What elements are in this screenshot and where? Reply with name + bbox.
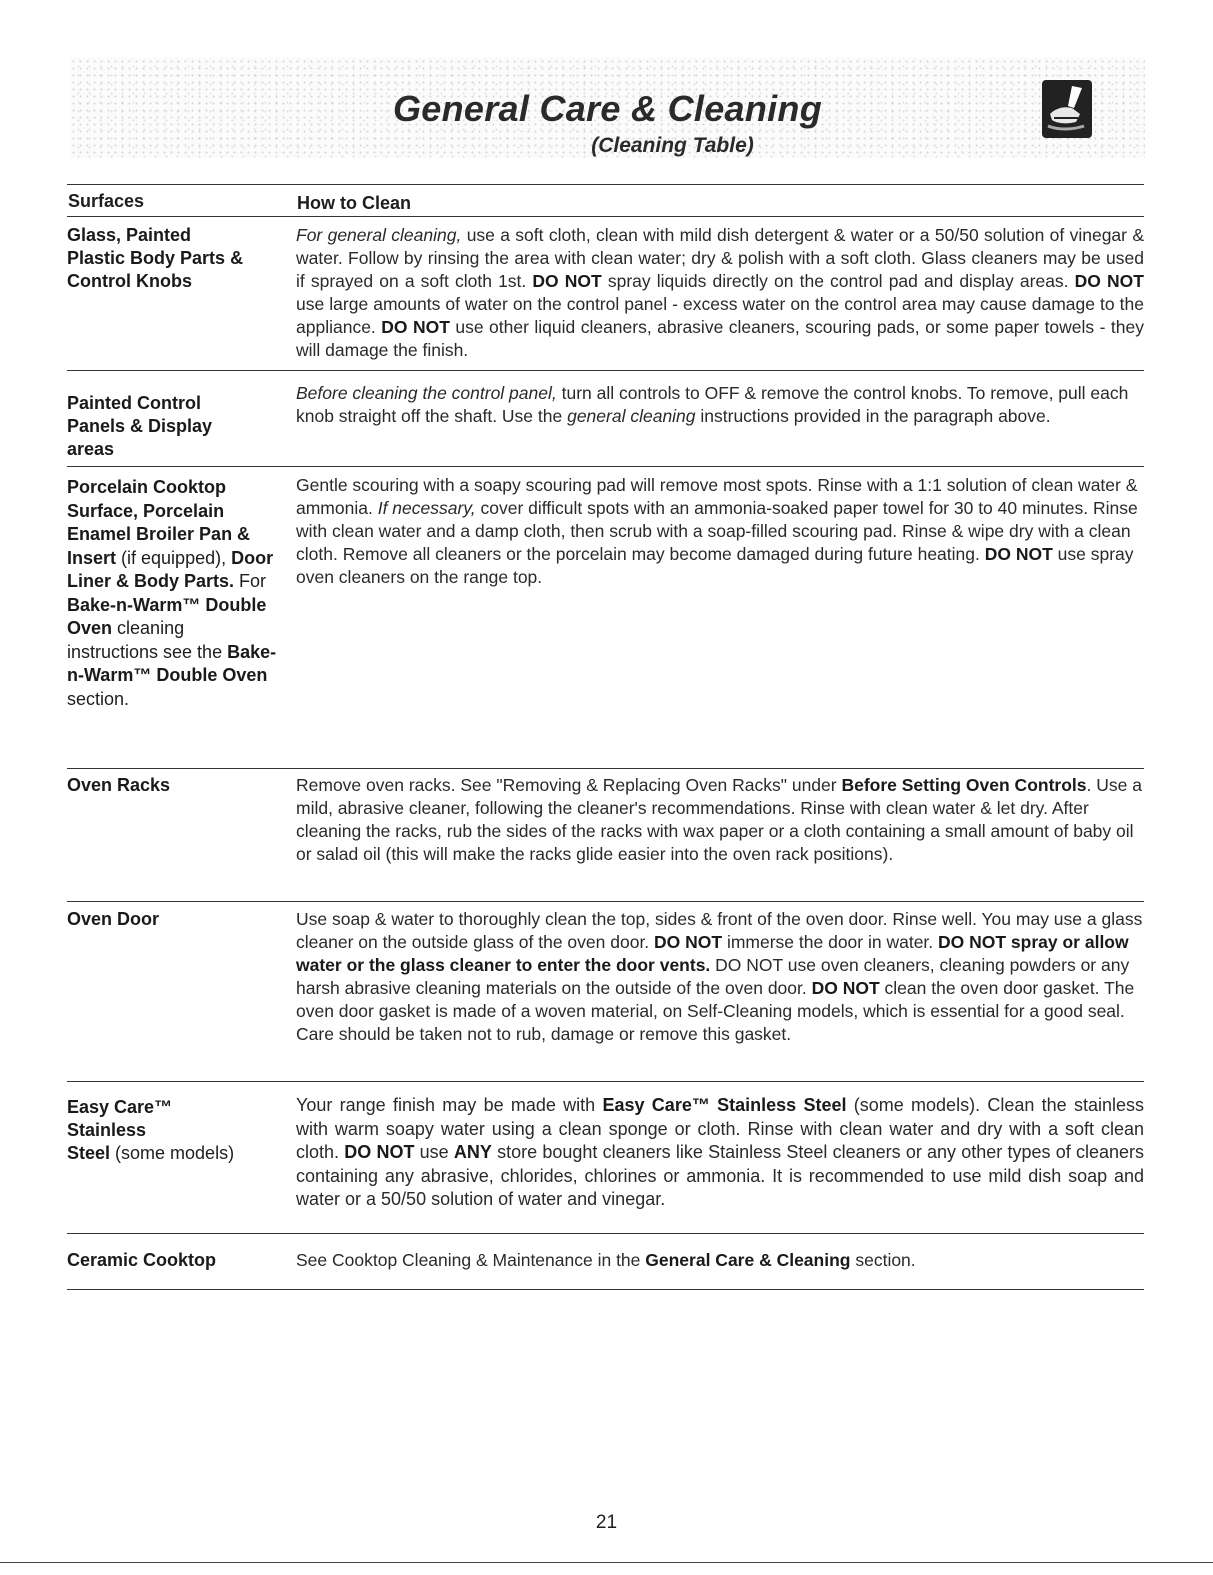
surface-line: areas [67, 439, 115, 459]
surface-bold: Oven Racks [67, 775, 171, 795]
warning-text: DO NOT [381, 316, 450, 337]
surface-line: Panels & Display [67, 416, 213, 436]
surface-text: cleaning instructions see the [67, 618, 228, 662]
emphasis-text: If necessary, [377, 497, 476, 518]
body-text: See Cooktop Cleaning & Maintenance in the [296, 1250, 646, 1270]
body-text: immerse the door in water. [722, 931, 939, 952]
body-text: use a soft cloth, clean with mild dish detergent & water or a 50/50 solution of vinegar & water. Follow by rinsing the area with clean water; dry & polish with a soft cloth. Glass cleaners may be used if sprayed on a soft cloth 1st. [296, 225, 1144, 291]
row-divider [67, 768, 1144, 769]
page-title: General Care & Cleaning [392, 88, 823, 129]
surface-cell [67, 224, 287, 293]
body-text: store bought cleaners like Stainless Steel cleaners or any other types of cleaners containing any abrasive, chlorides, chlorines or ammonia. It is recommended to use mild dish soap and water or a 50/50 solution of water and vinegar. [296, 1142, 1144, 1209]
body-text: clean the oven door gasket. The oven door gasket is made of a woven material, on Self-Cleaning models, which is essential for a good seal. Care should be taken not to rub, damage or remove this gasket. [296, 977, 1135, 1044]
row-divider [67, 901, 1144, 902]
surface-bold: Bake-n-Warm™ Double Oven [67, 641, 277, 685]
row-divider [67, 1233, 1144, 1234]
body-text: Your range finish may be made with [296, 1095, 603, 1115]
table-bottom-rule [67, 1289, 1144, 1290]
warning-text: DO NOT [984, 543, 1053, 564]
how-to-clean-cell [296, 1249, 1144, 1272]
page-subtitle: (Cleaning Table) [591, 134, 754, 157]
how-to-clean-cell [296, 908, 1144, 1045]
surface-text: For [234, 571, 267, 591]
body-text: Gentle scouring with a soapy scouring pad will remove most spots. Rinse with a 1:1 solution of clean water & ammonia. [296, 475, 1138, 518]
row-divider [67, 1081, 1144, 1082]
how-to-clean-cell [296, 474, 1144, 589]
body-text: . Use a mild, abrasive cleaner, following the cleaner's recommendations. Rinse with clean water & let dry. After cleaning the racks, rub the sides of the racks with wax paper or a cloth containing a small amount of baby oil or salad oil (this will make the racks glide easier into the oven rack positions). [296, 775, 1142, 864]
surface-bold: Oven Door [67, 909, 160, 929]
warning-text: DO NOT [1074, 270, 1144, 291]
warning-text: DO NOT [654, 931, 723, 952]
bold-text: Before Setting Oven Controls [841, 775, 1087, 795]
how-to-clean-cell [296, 382, 1144, 428]
surface-bold: Bake-n-Warm™ Double Oven [67, 594, 267, 638]
warning-text: DO NOT [811, 977, 880, 998]
surface-bold: Ceramic Cooktop [67, 1250, 217, 1270]
surface-text: section. [67, 688, 130, 709]
body-text: instructions provided in the paragraph above. [695, 405, 1051, 426]
cleaning-hand-icon [1042, 80, 1092, 138]
surface-cell [67, 1249, 287, 1272]
how-to-clean-cell [296, 1094, 1144, 1212]
page-bottom-rule [0, 1562, 1213, 1563]
body-text: Remove oven racks. See "Removing & Replacing Oven Racks" under [296, 775, 842, 795]
warning-text: DO NOT [344, 1142, 415, 1162]
body-text: (some models). Clean the stainless with warm soapy water using a clean sponge or cloth. Rinse with clean water and dry with a soft clean cloth. [296, 1095, 1144, 1162]
surface-line: Painted Control [67, 393, 201, 413]
surface-line: Control Knobs [67, 271, 192, 291]
emphasis-text: Before cleaning the control panel, [296, 383, 557, 403]
surface-line: Glass, Painted [67, 225, 192, 245]
surface-bold: Porcelain Cooktop Surface, Porcelain Enamel Broiler Pan & Insert [67, 477, 251, 568]
body-text: use large amounts of water on the control panel - excess water on the control area may cause damage to the appliance. [296, 293, 1144, 337]
surface-bold: Stainless [67, 1120, 147, 1140]
emphasis-text: For general cleaning, [296, 225, 462, 245]
row-divider [67, 466, 1144, 467]
surface-line: Plastic Body Parts & [67, 248, 244, 268]
surface-cell [67, 774, 287, 797]
body-text: spray liquids directly on the control pad and display areas. [601, 270, 1075, 291]
warning-text: DO NOT [532, 270, 602, 291]
body-text: Use soap & water to thoroughly clean the top, sides & front of the oven door. Rinse well. You may use a glass cleaner on the outside glass of the oven door. [296, 909, 1143, 952]
body-text: use other liquid cleaners, abrasive cleaners, scouring pads, or some paper towels - they will damage the finish. [296, 316, 1144, 360]
how-to-clean-cell [296, 774, 1144, 866]
page-number: 21 [595, 1512, 618, 1533]
body-text: use spray oven cleaners on the range top. [296, 543, 1134, 587]
surface-bold: Steel [67, 1143, 111, 1163]
warning-text: DO NOT spray or allow water or the glass cleaner to enter the door vents. [296, 931, 1129, 975]
surface-cell [67, 476, 277, 711]
emphasis-text: general cleaning [567, 405, 696, 426]
body-text: DO NOT use oven cleaners, cleaning powders or any harsh abrasive cleaning materials on the outside of the oven door. [296, 954, 1130, 998]
surface-bold: Easy Care™ [67, 1097, 173, 1117]
surface-cell [67, 908, 287, 931]
surface-bold: Door Liner & Body Parts. [67, 547, 274, 591]
how-to-clean-cell [296, 224, 1144, 361]
body-text: turn all controls to OFF & remove the control knobs. To remove, pull each knob straight off the shaft. Use the [296, 383, 1129, 426]
surface-text: (if equipped), [116, 547, 232, 568]
surface-text: (some models) [110, 1143, 235, 1163]
row-divider [67, 370, 1144, 371]
body-text: cover difficult spots with an ammonia-soaked paper towel for 30 to 40 minutes. Rinse with clean water and a damp cloth, then scrub with a soap-filled scouring pad. Rinse & wipe dry with a clean cloth. Remove all cleaners or the porcelain may become damaged during future heating. [296, 497, 1138, 564]
body-text: use [414, 1142, 454, 1162]
bold-text: Easy Care™ Stainless Steel [602, 1095, 847, 1115]
header-divider [67, 216, 1144, 217]
bold-text: General Care & Cleaning [645, 1250, 851, 1270]
col-header-how-to-clean: How to Clean [297, 193, 412, 213]
header-banner [70, 58, 1145, 158]
body-text: section. [850, 1250, 916, 1270]
col-header-surfaces: Surfaces [68, 191, 145, 211]
table-top-rule [67, 184, 1144, 185]
surface-cell [67, 1096, 287, 1165]
surface-cell [67, 392, 287, 461]
warning-text: ANY [453, 1142, 492, 1162]
